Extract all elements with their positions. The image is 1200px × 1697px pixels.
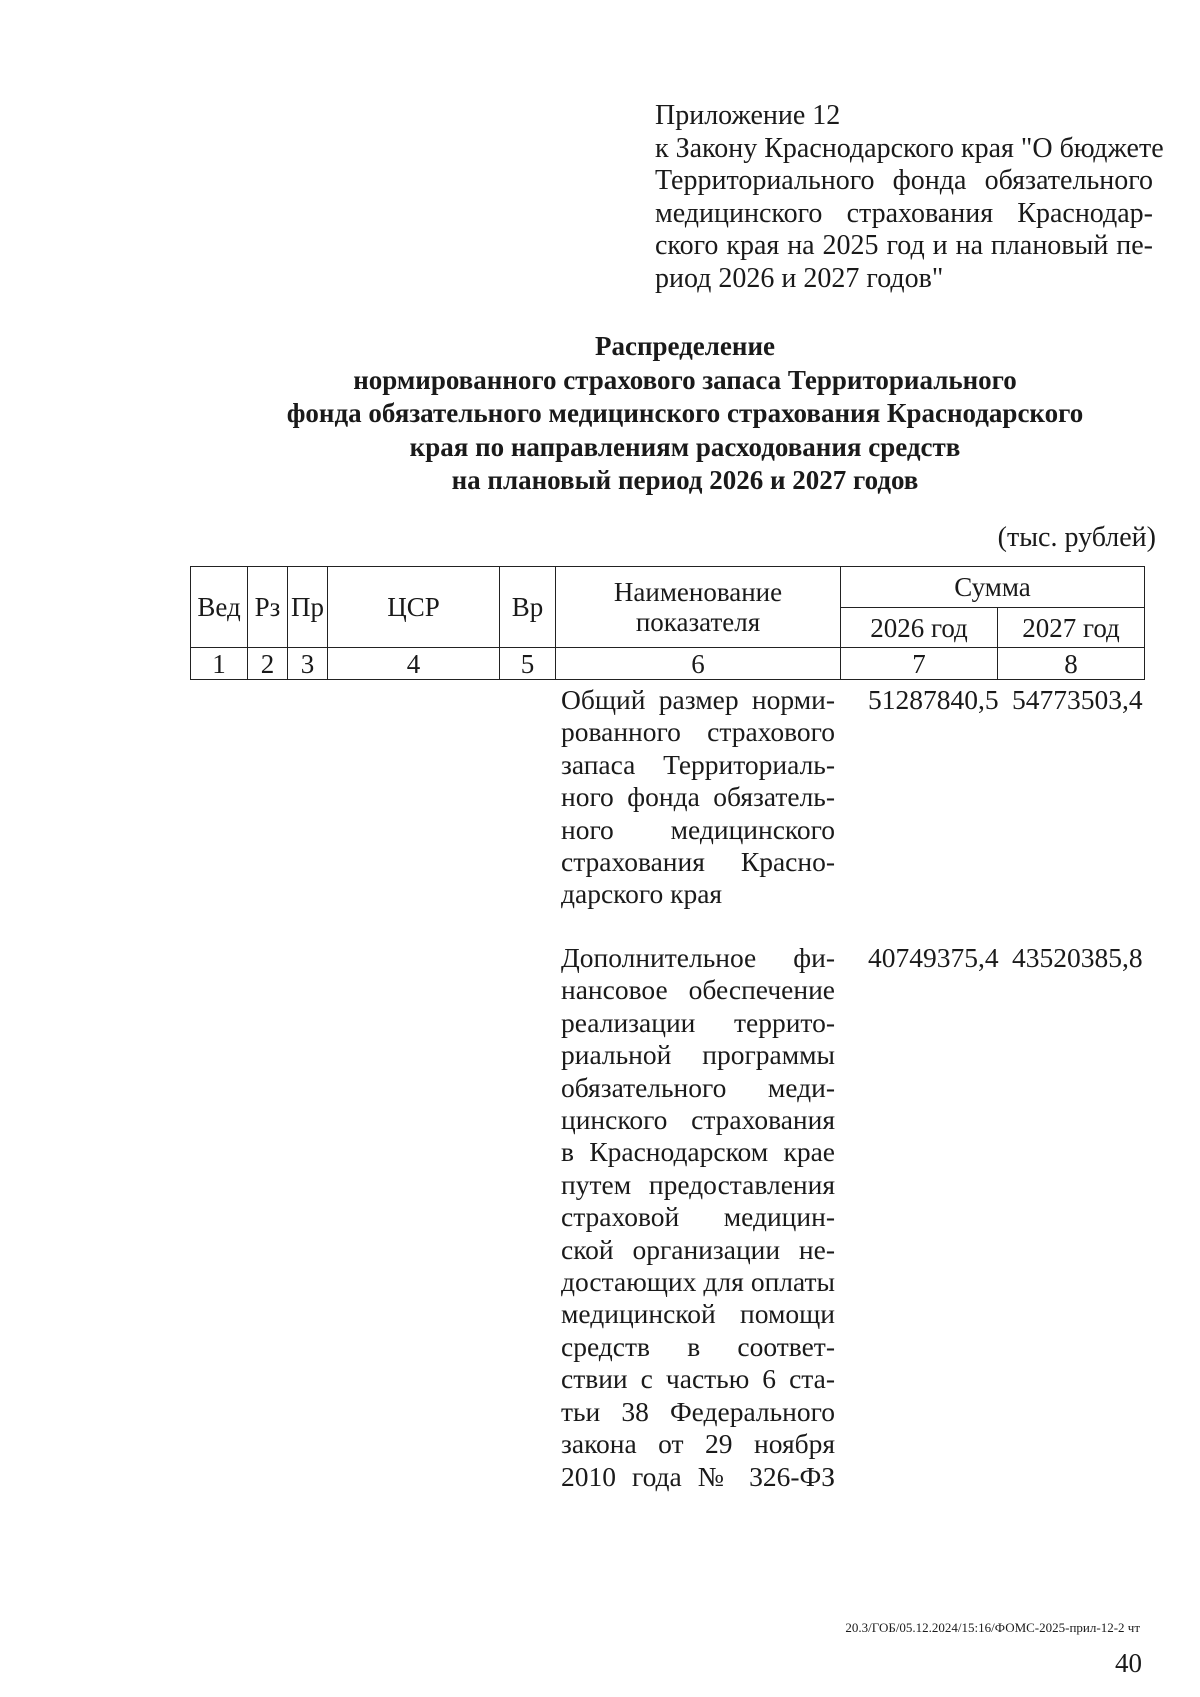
column-number: 5 [500,648,556,680]
header-pr: Пр [288,567,328,648]
row-name-line: страховой медицин- [561,1201,835,1233]
column-number: 3 [288,648,328,680]
row-value-2027: 43520385,8 [1012,942,1143,973]
column-number: 1 [191,648,248,680]
row-name-line: медицинской помощи [561,1298,835,1330]
appendix-line: Территориального фонда обязательного [655,165,1153,196]
row-name-line: цинского страхования [561,1104,835,1136]
title-line: на плановый период 2026 и 2027 годов [451,465,919,495]
header-vr: Вр [500,567,556,648]
header-name-line: Наименование [613,577,783,607]
units-note: (тыс. рублей) [997,522,1156,553]
header-year-2026: 2026 год [841,608,998,648]
row-name-line: ской организации не- [561,1233,835,1265]
column-number: 8 [998,648,1145,680]
row-name-line: ного медицинского [561,813,835,845]
column-number: 7 [841,648,998,680]
row-name-line: риальной программы [561,1039,835,1071]
header-name-line: показателя [635,607,761,637]
document-code: 20.3/ГОБ/05.12.2024/15:16/ФОМС-2025-прил-12-2 чт [845,1620,1140,1635]
title-line: фонда обязательного медицинского страхования Краснодарского [286,398,1084,428]
column-number: 2 [248,648,288,680]
row-name [561,684,835,911]
row-name-line: 2010 года № 326-ФЗ [561,1460,835,1492]
document-title [150,330,1200,498]
column-number: 4 [328,648,500,680]
row-name-line: дарского края [561,878,723,910]
appendix-line: медицинского страхования Краснодар- [655,197,1153,229]
row-name-line: закона от 29 ноября [561,1428,835,1460]
title-line: Распределение [594,331,776,361]
row-name-line: реализации террито- [561,1006,835,1038]
header-ved: Вед [191,567,248,648]
row-name-line: обязательного меди- [561,1071,835,1103]
appendix-line: ского края на 2025 год и на плановый пе- [655,230,1153,261]
row-name-line: тьи 38 Федерального [561,1395,835,1427]
row-name [561,942,835,1493]
row-value-2027: 54773503,4 [1012,684,1143,715]
header-year-2027: 2027 год [998,608,1145,648]
row-name-line: запаса Территориаль- [561,748,835,780]
row-name-line: путем предоставления [561,1168,835,1200]
header-sum: Сумма [841,567,1145,608]
row-name-line: Общий размер норми- [561,684,835,715]
row-name-line: ствии с частью 6 ста- [561,1363,835,1395]
row-name-line: рованного страхового [561,716,835,748]
title-line: края по направлениям расходования средств [409,431,961,462]
appendix-header [655,100,1164,295]
header-rz: Рз [248,567,288,648]
row-name-line: средств в соответ- [561,1330,835,1362]
appendix-line: Приложение 12 [655,100,841,131]
row-name-line: ного фонда обязатель- [561,781,835,813]
page-number: 40 [1115,1648,1142,1678]
header-csr: ЦСР [328,567,500,648]
row-name-line: нансовое обеспечение [561,974,835,1006]
row-value-2026: 51287840,5 [868,684,999,715]
row-value-2026: 40749375,4 [868,942,999,973]
row-name-line: достающих для оплаты [561,1266,835,1298]
header-name [556,567,841,648]
appendix-line: к Закону Краснодарского края "О бюджете [655,132,1164,164]
row-name-line: в Краснодарском крае [561,1136,835,1168]
row-name-line: страхования Красно- [561,846,835,878]
row-name-line: Дополнительное фи- [561,942,835,973]
appendix-line: риод 2026 и 2027 годов" [655,262,944,294]
column-number: 6 [556,648,841,680]
title-line: нормированного страхового запаса Территориального [353,364,1017,395]
budget-table-header [190,566,1145,680]
